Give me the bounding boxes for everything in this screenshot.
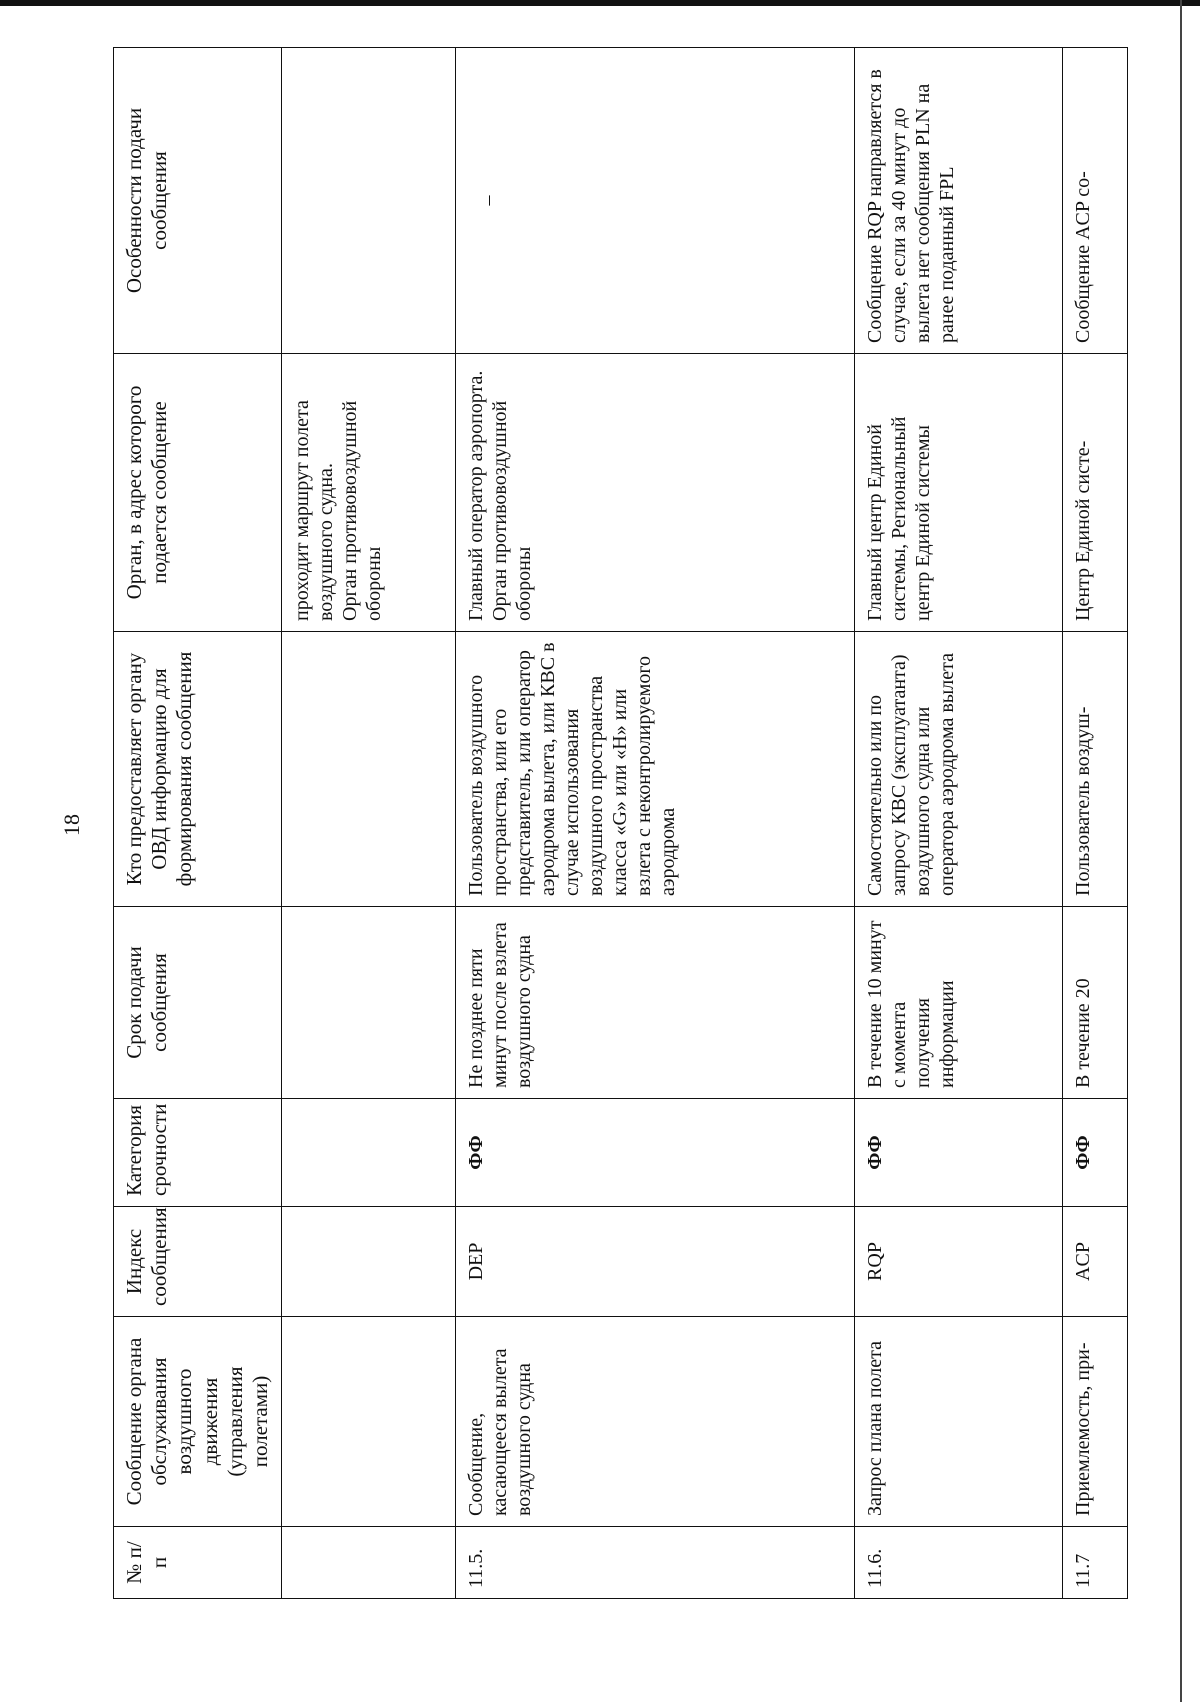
header-message: Сообщение органа обслуживания воздушного движения (управления полетами) (114, 1317, 282, 1527)
table-row (282, 48, 456, 1599)
cell-category (282, 1099, 456, 1207)
cell-index: ACP (1063, 1207, 1128, 1317)
header-term: Срок подачи сообщения (114, 907, 282, 1099)
table-header-row (114, 48, 282, 1599)
cell-index (282, 1207, 456, 1317)
cell-message: Приемлемость, при- (1063, 1317, 1128, 1527)
cell-num: 11.6. (854, 1527, 1062, 1599)
organ-line: Орган противовоздушной обороны (488, 400, 535, 621)
cell-category: ФФ (1063, 1099, 1128, 1207)
cell-who: Пользователь воздушного пространства, или его представитель, или оператор аэродрома вылета, или КВС в случае использования воздушного пространства класса «G» или «H» или взлета с неконтролируемого аэродрома (455, 632, 854, 907)
cell-category: ФФ (455, 1099, 854, 1207)
cell-features: – (455, 48, 854, 354)
scan-edge-right (1180, 0, 1182, 1702)
regulation-table (113, 47, 1128, 1599)
organ-line: Главный оператор аэропорта. (464, 370, 487, 621)
cell-who: Пользователь воздуш- (1063, 632, 1128, 907)
organ-line: проходит маршрут полета воздушного судна. (291, 400, 338, 621)
cell-term: Не позднее пяти минут после взлета воздушного судна (455, 907, 854, 1099)
organ-line: Центр Единой систе- (1072, 440, 1095, 621)
cell-message: Сообщение, касающееся вылета воздушного судна (455, 1317, 854, 1527)
table-row (455, 48, 854, 1599)
header-who: Кто предоставляет органу ОВД информацию для формирования сообщения (114, 632, 282, 907)
cell-message: Запрос плана полета (854, 1317, 1062, 1527)
rotated-table-container (113, 48, 1128, 1599)
cell-term (282, 907, 456, 1099)
cell-message (282, 1317, 456, 1527)
header-features: Особенности подачи сообщения (114, 48, 282, 354)
cell-features (282, 48, 456, 354)
cell-num (282, 1527, 456, 1599)
page-number: 18 (59, 814, 84, 836)
cell-term: В течение 10 минут с момента получения информации (854, 907, 1062, 1099)
organ-line: Орган противовоздушной обороны (339, 400, 386, 621)
cell-who (282, 632, 456, 907)
header-num: № п/п (114, 1527, 282, 1599)
table-row (1063, 48, 1128, 1599)
cell-features: Сообщение ACP со- (1063, 48, 1128, 354)
cell-features: Сообщение RQP направляется в случае, если за 40 минут до вылета нет сообщения PLN на ранее поданный FPL (854, 48, 1062, 354)
scan-edge-top (0, 0, 1200, 6)
organ-line: Главный центр Единой системы, Региональный центр Единой системы (863, 416, 934, 621)
cell-who: Самостоятельно или по запросу КВС (эксплуатанта) воздушного судна или оператора аэродрома вылета (854, 632, 1062, 907)
cell-organ (455, 354, 854, 632)
cell-num: 11.5. (455, 1527, 854, 1599)
header-organ: Орган, в адрес которого подается сообщение (114, 354, 282, 632)
cell-category: ФФ (854, 1099, 1062, 1207)
cell-organ (1063, 354, 1128, 632)
cell-organ (854, 354, 1062, 632)
header-index: Индекс сообщения (114, 1207, 282, 1317)
cell-index: DEP (455, 1207, 854, 1317)
cell-index: RQP (854, 1207, 1062, 1317)
cell-num: 11.7 (1063, 1527, 1128, 1599)
table-row (854, 48, 1062, 1599)
cell-organ (282, 354, 456, 632)
cell-term: В течение 20 (1063, 907, 1128, 1099)
header-category: Категория срочности (114, 1099, 282, 1207)
